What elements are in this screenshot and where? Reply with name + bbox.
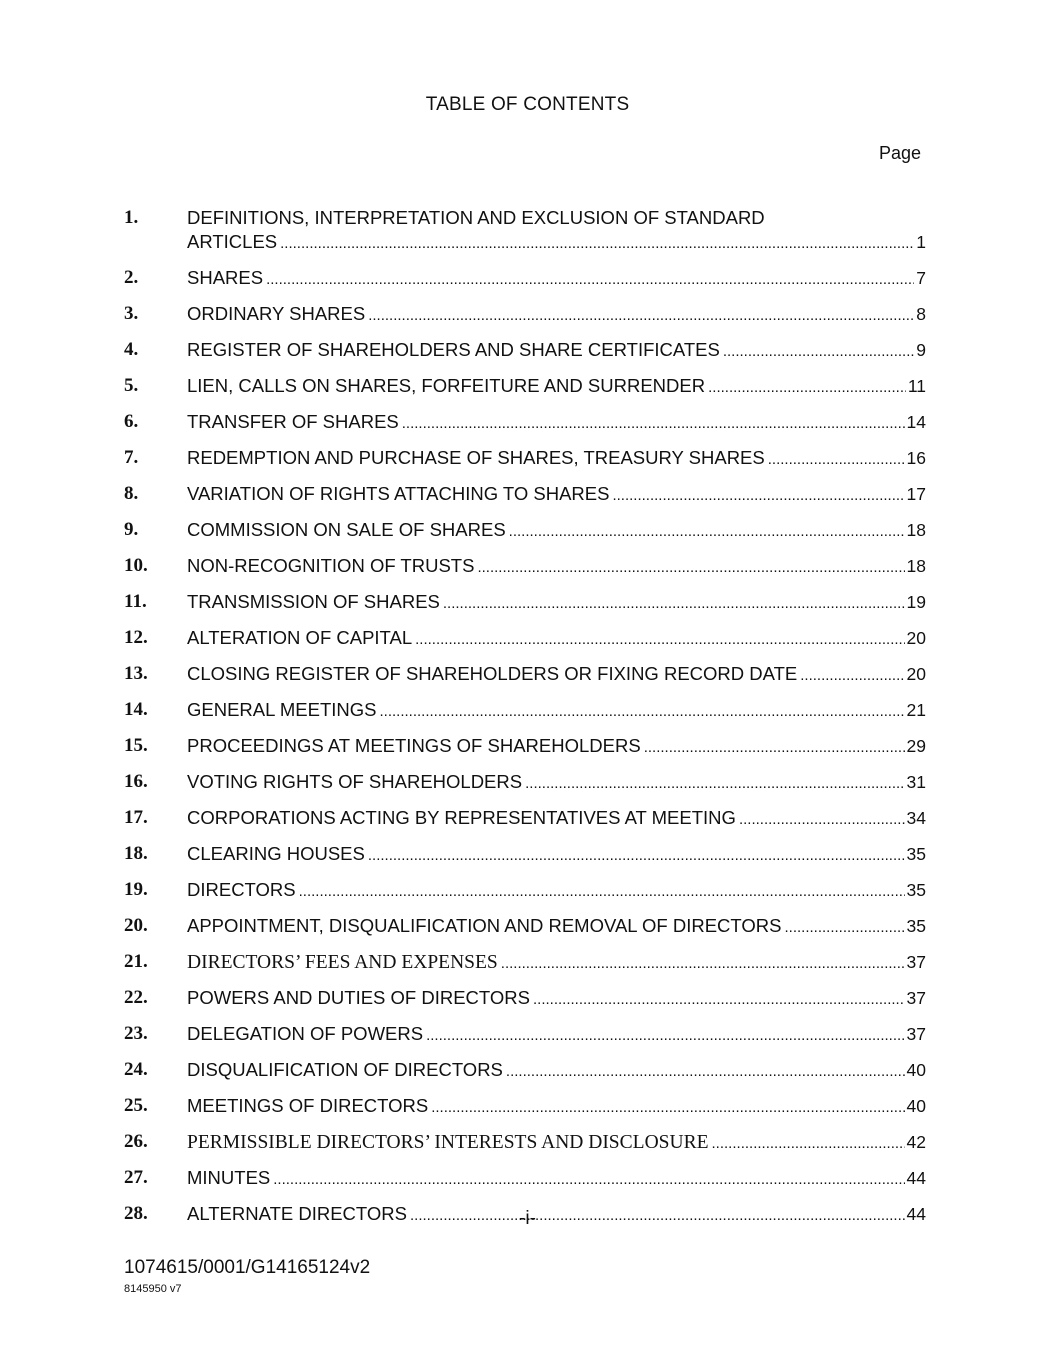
entry-page: 18 bbox=[906, 556, 926, 576]
entry-number: 13. bbox=[124, 663, 148, 684]
dot-leader bbox=[712, 1132, 905, 1156]
entry-page: 1 bbox=[916, 232, 926, 252]
entry-number: 14. bbox=[124, 699, 148, 720]
entry-number: 22. bbox=[124, 987, 148, 1008]
dot-leader bbox=[533, 988, 905, 1012]
entry-title: DELEGATION OF POWERS bbox=[187, 1023, 424, 1044]
dot-leader bbox=[525, 772, 904, 796]
dot-leader bbox=[768, 448, 905, 472]
dot-leader bbox=[739, 808, 905, 832]
entry-number: 25. bbox=[124, 1095, 148, 1116]
entry-page: 11 bbox=[907, 376, 926, 396]
toc-entry[interactable] bbox=[124, 1094, 926, 1120]
dot-leader bbox=[477, 556, 904, 580]
entry-title: CLOSING REGISTER OF SHAREHOLDERS OR FIXING RECORD DATE bbox=[187, 663, 798, 684]
entry-number: 20. bbox=[124, 915, 148, 936]
entry-title: SHARES bbox=[187, 267, 264, 288]
entry-title: COMMISSION ON SALE OF SHARES bbox=[187, 519, 506, 540]
entry-title: TRANSFER OF SHARES bbox=[187, 411, 399, 432]
toc-entry[interactable] bbox=[124, 554, 926, 580]
entry-page: 37 bbox=[906, 988, 926, 1008]
toc-title: TABLE OF CONTENTS bbox=[425, 94, 630, 115]
entry-number: 6. bbox=[124, 411, 139, 432]
document-version: 8145950 v7 bbox=[124, 1283, 182, 1295]
toc-entry[interactable] bbox=[124, 770, 926, 796]
entry-page: 40 bbox=[906, 1060, 926, 1080]
entry-title: REDEMPTION AND PURCHASE OF SHARES, TREASURY SHARES bbox=[187, 447, 765, 468]
toc-entry[interactable] bbox=[124, 1130, 926, 1156]
entry-page: 9 bbox=[916, 340, 926, 360]
entry-title: APPOINTMENT, DISQUALIFICATION AND REMOVAL OF DIRECTORS bbox=[187, 915, 782, 936]
entry-number: 12. bbox=[124, 627, 148, 648]
toc-entry[interactable] bbox=[124, 734, 926, 760]
dot-leader bbox=[723, 340, 914, 364]
entry-title: ORDINARY SHARES bbox=[187, 303, 366, 324]
entry-title: VARIATION OF RIGHTS ATTACHING TO SHARES bbox=[187, 483, 610, 504]
entry-page: 8 bbox=[916, 304, 926, 324]
entry-page: 35 bbox=[906, 880, 926, 900]
entry-title: CORPORATIONS ACTING BY REPRESENTATIVES AT MEETING bbox=[187, 807, 736, 828]
entry-page: 21 bbox=[906, 700, 926, 720]
toc-entry[interactable] bbox=[124, 662, 926, 688]
entry-title: REGISTER OF SHAREHOLDERS AND SHARE CERTIFICATES bbox=[187, 339, 720, 360]
toc-entry[interactable] bbox=[124, 518, 926, 544]
entry-number: 23. bbox=[124, 1023, 148, 1044]
entry-page: 44 bbox=[906, 1204, 926, 1224]
toc-entry[interactable] bbox=[124, 446, 926, 472]
toc-entry[interactable] bbox=[124, 302, 926, 328]
entry-number: 28. bbox=[124, 1203, 148, 1224]
entry-number: 19. bbox=[124, 879, 148, 900]
entry-number: 2. bbox=[124, 267, 139, 288]
entry-title: MEETINGS OF DIRECTORS bbox=[187, 1095, 429, 1116]
toc-list bbox=[124, 206, 926, 1238]
toc-entry[interactable] bbox=[124, 950, 926, 976]
entry-number: 4. bbox=[124, 339, 139, 360]
entry-page: 19 bbox=[906, 592, 926, 612]
dot-leader bbox=[431, 1096, 904, 1120]
dot-leader bbox=[509, 520, 905, 544]
entry-page: 18 bbox=[906, 520, 926, 540]
entry-title: PERMISSIBLE DIRECTORS’ INTERESTS AND DISCLOSURE bbox=[187, 1132, 709, 1153]
dot-leader bbox=[612, 484, 904, 508]
entry-title: POWERS AND DUTIES OF DIRECTORS bbox=[187, 987, 530, 1008]
entry-number: 16. bbox=[124, 771, 148, 792]
toc-entry[interactable] bbox=[124, 914, 926, 940]
toc-entry[interactable] bbox=[124, 1022, 926, 1048]
entry-title: DISQUALIFICATION OF DIRECTORS bbox=[187, 1059, 503, 1080]
entry-title: ALTERNATE DIRECTORS bbox=[187, 1203, 407, 1224]
entry-page: 44 bbox=[906, 1168, 926, 1188]
entry-page: 37 bbox=[906, 952, 926, 972]
toc-entry[interactable] bbox=[124, 374, 926, 400]
dot-leader bbox=[644, 736, 905, 760]
toc-entry[interactable] bbox=[124, 626, 926, 652]
dot-leader bbox=[266, 268, 914, 292]
toc-entry[interactable] bbox=[124, 338, 926, 364]
dot-leader bbox=[426, 1024, 904, 1048]
toc-entry[interactable] bbox=[124, 1166, 926, 1192]
entry-page: 17 bbox=[906, 484, 926, 504]
entry-number: 10. bbox=[124, 555, 148, 576]
entry-page: 34 bbox=[906, 808, 926, 828]
entry-title-line-2: ARTICLES bbox=[187, 231, 278, 252]
entry-title: MINUTES bbox=[187, 1167, 271, 1188]
entry-number: 11. bbox=[124, 591, 147, 612]
entry-number: 24. bbox=[124, 1059, 148, 1080]
entry-number: 7. bbox=[124, 447, 139, 468]
document-id: 1074615/0001/G14165124v2 bbox=[124, 1257, 371, 1278]
entry-title: DIRECTORS bbox=[187, 879, 296, 900]
entry-number: 21. bbox=[124, 951, 148, 972]
dot-leader bbox=[299, 880, 905, 904]
footer-page-number: -i- bbox=[519, 1208, 536, 1229]
entry-page: 35 bbox=[906, 844, 926, 864]
entry-number: 9. bbox=[124, 519, 139, 540]
entry-page: 42 bbox=[906, 1132, 926, 1152]
entry-page: 20 bbox=[906, 628, 926, 648]
dot-leader bbox=[784, 916, 904, 940]
toc-entry[interactable] bbox=[124, 842, 926, 868]
dot-leader bbox=[368, 844, 905, 868]
entry-title: GENERAL MEETINGS bbox=[187, 699, 377, 720]
dot-leader bbox=[501, 952, 905, 976]
entry-page: 14 bbox=[906, 412, 926, 432]
toc-entry[interactable] bbox=[124, 410, 926, 436]
toc-entry[interactable] bbox=[124, 698, 926, 724]
dot-leader bbox=[280, 232, 914, 256]
toc-entry[interactable] bbox=[124, 482, 926, 508]
toc-entry[interactable] bbox=[124, 878, 926, 904]
entry-page: 37 bbox=[906, 1024, 926, 1044]
entry-title: LIEN, CALLS ON SHARES, FORFEITURE AND SURRENDER bbox=[187, 375, 706, 396]
entry-page: 31 bbox=[906, 772, 926, 792]
entry-title: DIRECTORS’ FEES AND EXPENSES bbox=[187, 952, 498, 973]
entry-page: 20 bbox=[906, 664, 926, 684]
dot-leader bbox=[368, 304, 914, 328]
entry-number: 3. bbox=[124, 303, 139, 324]
entry-number: 17. bbox=[124, 807, 148, 828]
toc-entry[interactable] bbox=[124, 806, 926, 832]
entry-page: 35 bbox=[906, 916, 926, 936]
entry-number: 8. bbox=[124, 483, 139, 504]
entry-title: VOTING RIGHTS OF SHAREHOLDERS bbox=[187, 771, 523, 792]
entry-number: 1. bbox=[124, 207, 139, 228]
dot-leader bbox=[380, 700, 905, 724]
entry-number: 5. bbox=[124, 375, 139, 396]
dot-leader bbox=[402, 412, 905, 436]
entry-page: 29 bbox=[906, 736, 926, 756]
entry-page: 7 bbox=[916, 268, 926, 288]
toc-entry[interactable] bbox=[124, 206, 926, 256]
entry-title-line-1: DEFINITIONS, INTERPRETATION AND EXCLUSION OF STANDARD bbox=[187, 207, 765, 228]
dot-leader bbox=[708, 376, 906, 400]
entry-number: 26. bbox=[124, 1131, 148, 1152]
entry-title: PROCEEDINGS AT MEETINGS OF SHAREHOLDERS bbox=[187, 735, 641, 756]
entry-title: TRANSMISSION OF SHARES bbox=[187, 591, 440, 612]
dot-leader bbox=[506, 1060, 905, 1084]
entry-page: 40 bbox=[906, 1096, 926, 1116]
entry-number: 15. bbox=[124, 735, 148, 756]
entry-title: ALTERATION OF CAPITAL bbox=[187, 627, 413, 648]
dot-leader bbox=[800, 664, 904, 688]
toc-entry[interactable] bbox=[124, 1058, 926, 1084]
dot-leader bbox=[443, 592, 905, 616]
entry-page: 16 bbox=[906, 448, 926, 468]
entry-title: CLEARING HOUSES bbox=[187, 843, 365, 864]
page-column-heading: Page bbox=[879, 143, 922, 163]
entry-number: 18. bbox=[124, 843, 148, 864]
entry-title: NON-RECOGNITION OF TRUSTS bbox=[187, 555, 475, 576]
dot-leader bbox=[415, 628, 904, 652]
toc-entry[interactable] bbox=[124, 590, 926, 616]
toc-entry[interactable] bbox=[124, 266, 926, 292]
entry-number: 27. bbox=[124, 1167, 148, 1188]
dot-leader bbox=[273, 1168, 904, 1192]
toc-entry[interactable] bbox=[124, 986, 926, 1012]
